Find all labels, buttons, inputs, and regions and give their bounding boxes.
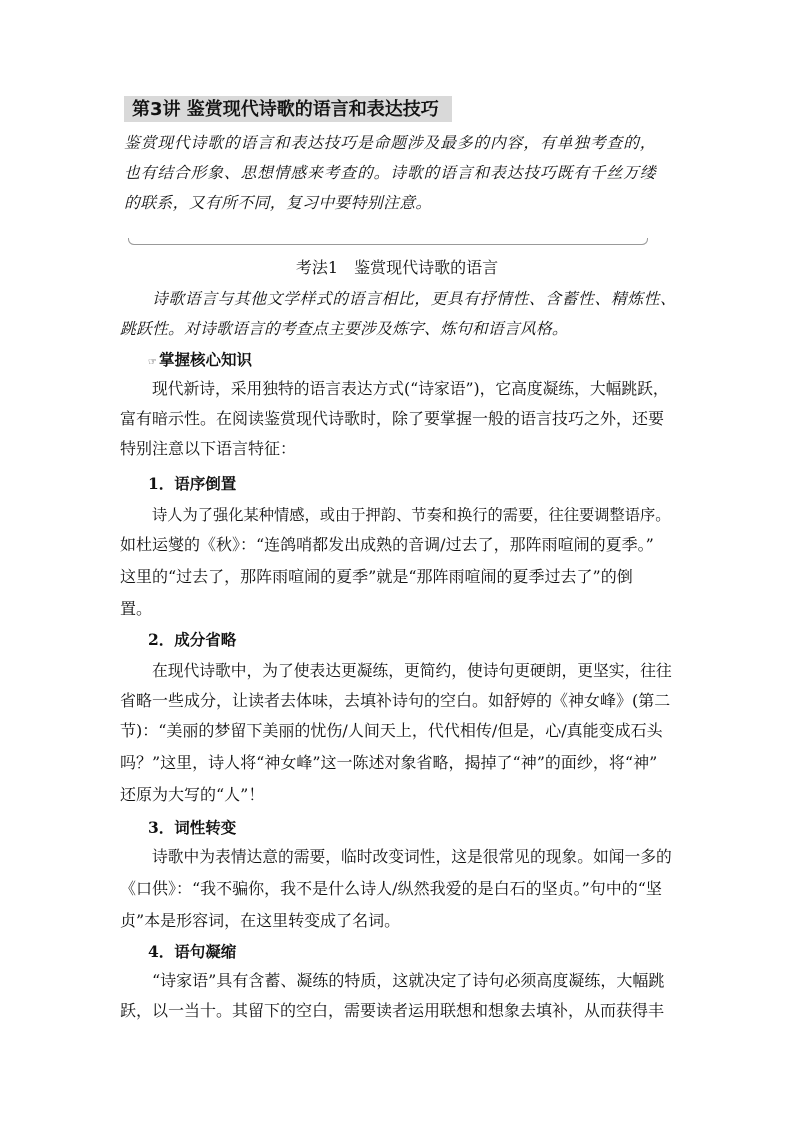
item-line: 诗人为了强化某种情感，或由于押韵、节奏和换行的需要，往往要调整语序。 — [152, 506, 671, 524]
core-line: 现代新诗，采用独特的语言表达方式(“诗家语”)，它高度凝练，大幅跳跃， — [152, 379, 669, 398]
item-line: 省略一些成分，让读者去体味，去填补诗句的空白。如舒婷的《神女峰》(第二 — [120, 691, 671, 710]
item-line: 节)：“美丽的梦留下美丽的忧伤/人间天上，代代相传/但是，心/真能变成石头 — [120, 721, 663, 740]
item-line: 吗？”这里，诗人将“神女峰”这一陈述对象省略，揭掉了“神”的面纱，将“神” — [120, 753, 658, 772]
lesson-title: 第3讲 鉴赏现代诗歌的语言和表达技巧 — [132, 99, 439, 120]
core-line: 特别注意以下语言特征： — [120, 439, 297, 458]
item-line: 在现代诗歌中，为了使表达更凝练，更简约，使诗句更硬朗，更坚实，往往 — [152, 661, 672, 680]
item-line: 《口供》：“我不骗你，我不是什么诗人/纵然我爱的是白石的坚贞。”句中的“坚 — [120, 879, 662, 898]
item-heading: 2．成分省略 — [148, 630, 237, 649]
item-line: 诗歌中为表情达意的需要，临时改变词性，这是很常见的现象。如闻一多的 — [152, 847, 672, 866]
section-intro: 诗歌语言与其他文学样式的语言相比，更具有抒情性、含蓄性、精炼性、跳跃性。对诗歌语言的考查点主要涉及炼字、炼句和语言风格。 — [120, 289, 676, 338]
item-line: 贞”本是形容词，在这里转变成了名词。 — [120, 911, 401, 930]
item-line: 置。 — [120, 599, 153, 618]
item-line: 这里的“过去了，那阵雨喧闹的夏季”就是“那阵雨喧闹的夏季过去了”的倒 — [120, 567, 633, 586]
intro-bracket-divider — [128, 238, 648, 245]
item-line: “诗家语”具有含蓄、凝练的特质，这就决定了诗句必须高度凝练，大幅跳 — [152, 971, 665, 990]
item-line: 跃，以一当十。其留下的空白，需要读者运用联想和想象去填补，从而获得丰 — [120, 1001, 665, 1020]
item-heading: 3．词性转变 — [148, 818, 237, 837]
pointing-hand-icon: ☞ — [148, 357, 157, 368]
core-heading-row — [148, 348, 252, 375]
item-heading: 4．语句凝缩 — [148, 942, 237, 961]
core-line: 富有暗示性。在阅读鉴赏现代诗歌时，除了要掌握一般的语言技巧之外，还要 — [120, 409, 665, 428]
lesson-intro: 鉴赏现代诗歌的语言和表达技巧是命题涉及最多的内容，有单独考查的，也有结合形象、思想情感来考查的。诗歌的语言和表达技巧既有千丝万缕的联系，又有所不同，复习中要特别注意。 — [124, 133, 656, 212]
section-title: 考法1 鉴赏现代诗歌的语言 — [295, 258, 499, 277]
item-heading: 1．语序倒置 — [148, 474, 237, 493]
item-line: 还原为大写的“人”！ — [120, 785, 265, 804]
core-heading: 掌握核心知识 — [158, 350, 252, 369]
item-line: 如杜运燮的《秋》：“连鸽哨都发出成熟的音调/过去了，那阵雨喧闹的夏季。” — [120, 535, 654, 554]
